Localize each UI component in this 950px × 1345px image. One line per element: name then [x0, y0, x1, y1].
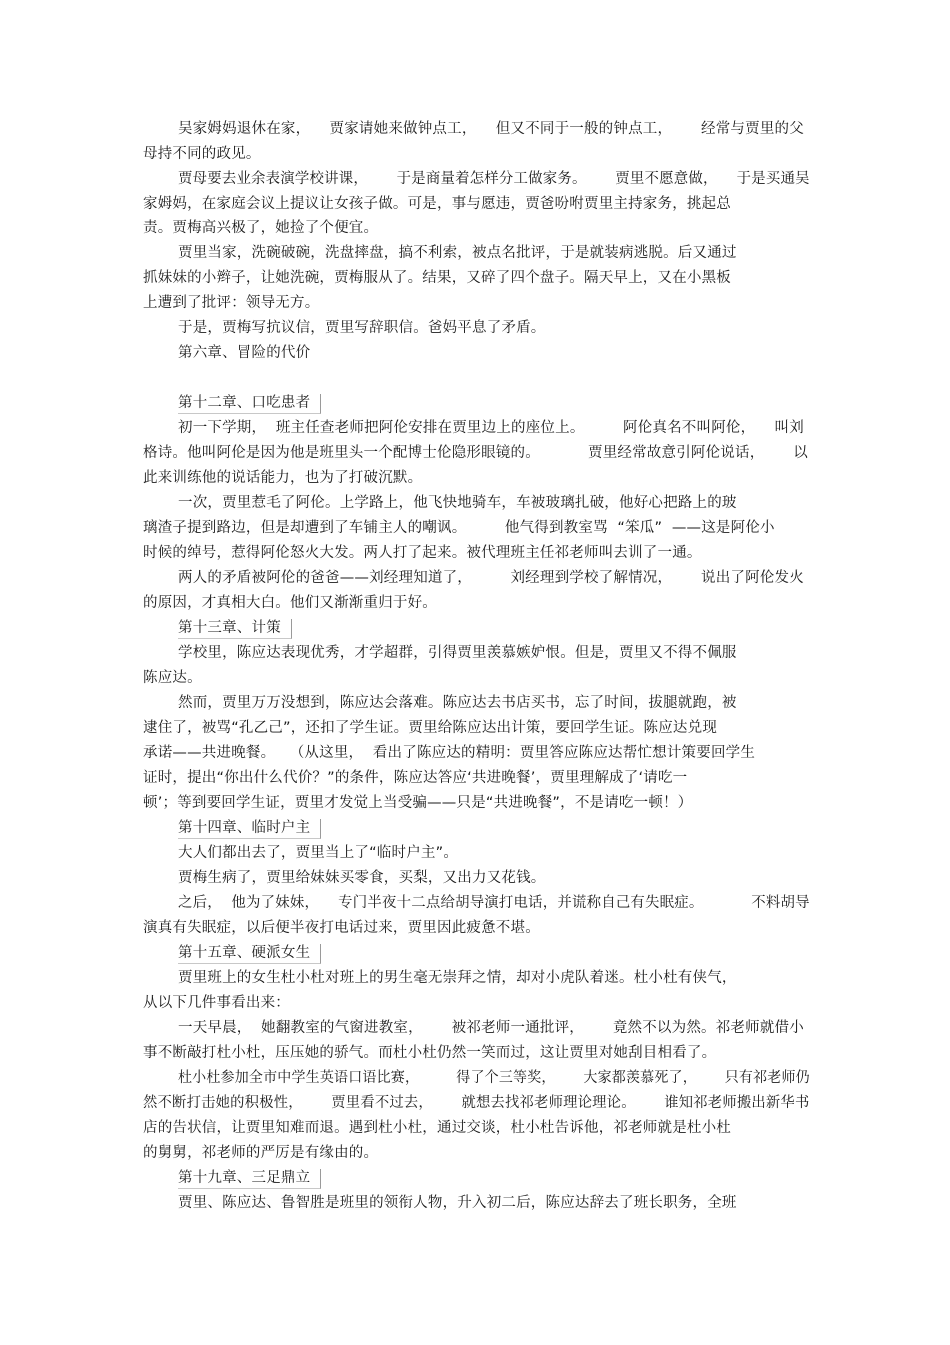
text-line: 一次，贾里惹毛了阿伦。上学路上，他飞快地骑车，车被玻璃扎破，他好心把路上的玻: [178, 495, 737, 511]
text-line: 的原因，才真相大白。他们又渐渐重归于好。: [143, 595, 437, 611]
text-line: 贾里班上的女生杜小杜对班上的男生毫无崇拜之情，却对小虎队着迷。杜小杜有侠气，: [178, 970, 737, 986]
text-line: 贾母要去业余表演学校讲课， 于是商量着怎样分工做家务。 贾里不愿意做， 于是买通吴: [178, 171, 810, 187]
chapter-heading: 第十九章、三足鼎立: [178, 1169, 321, 1189]
text-line: 责。贾梅高兴极了，她捡了个便宜。: [143, 220, 379, 236]
text-line: 然而，贾里万万没想到，陈应达会落难。陈应达去书店买书，忘了时间，拔腿就跑，被: [178, 695, 737, 711]
text-line: 学校里，陈应达表现优秀，才学超群，引得贾里羡慕嫉妒恨。但是，贾里又不得不佩服: [178, 645, 737, 661]
text-line: 之后， 他为了妹妹， 专门半夜十二点给胡导演打电话，并谎称自己有失眠症。 不料胡导: [178, 895, 810, 911]
text-line: 承诺——共进晚餐。 （从这里， 看出了陈应达的精明：贾里答应陈应达帮忙想计策要回学生: [143, 745, 756, 761]
text-line: 于是，贾梅写抗议信，贾里写辞职信。爸妈平息了矛盾。: [178, 320, 546, 336]
text-line: 贾梅生病了，贾里给妹妹买零食，买梨，又出力又花钱。: [178, 870, 546, 886]
text-line: 一天早晨， 她翻教室的气窗进教室， 被祁老师一通批评， 竟然不以为然。祁老师就借小: [178, 1020, 804, 1036]
chapter-heading: 第十四章、临时户主: [178, 819, 321, 839]
text-line: 初一下学期， 班主任查老师把阿伦安排在贾里边上的座位上。 阿伦真名不叫阿伦， 叫刘: [178, 420, 804, 436]
text-line: 家姆妈，在家庭会议上提议让女孩子做。可是，事与愿违，贾爸吩咐贾里主持家务，挑起总: [143, 196, 731, 212]
chapter-heading: 第十三章、计策: [178, 619, 292, 639]
text-line: 上遭到了批评：领导无方。: [143, 295, 320, 311]
text-line: 的舅舅，祁老师的严厉是有缘由的。: [143, 1145, 379, 1161]
chapter-heading: 第六章、冒险的代价: [178, 345, 311, 361]
text-line: 大人们都出去了，贾里当上了“临时户主”。: [178, 845, 459, 861]
text-line: 贾里、陈应达、鲁智胜是班里的领衔人物，升入初二后，陈应达辞去了班长职务，全班: [178, 1195, 737, 1211]
text-line: 贾里当家，洗碗破碗，洗盘摔盘，搞不利索，被点名批评，于是就装病逃脱。后又通过: [178, 245, 737, 261]
chapter-heading: 第十五章、硬派女生: [178, 944, 321, 964]
text-line: 演真有失眠症，以后便半夜打电话过来，贾里因此疲惫不堪。: [143, 920, 540, 936]
text-line: 顿’；等到要回学生证，贾里才发觉上当受骗——只是“共进晚餐”，不是请吃一顿！）: [143, 795, 693, 811]
text-line: 璃渣子提到路边，但是却遭到了车铺主人的嘲讽。 他气得到教室骂 “笨瓜” ——这是阿伦小: [143, 520, 775, 536]
text-line: 陈应达。: [143, 670, 202, 686]
text-line: 母持不同的政见。: [143, 146, 261, 162]
chapter-heading: 第十二章、口吃患者: [178, 394, 321, 414]
text-line: 两人的矛盾被阿伦的爸爸——刘经理知道了， 刘经理到学校了解情况， 说出了阿伦发火: [178, 570, 804, 586]
text-line: 从以下几件事看出来：: [143, 995, 290, 1011]
text-line: 事不断敲打杜小杜，压压她的骄气。而杜小杜仍然一笑而过，这让贾里对她刮目相看了。: [143, 1045, 717, 1061]
text-line: 店的告状信，让贾里知难而退。遇到杜小杜，通过交谈，杜小杜告诉他，祁老师就是杜小杜: [143, 1120, 731, 1136]
text-line: 杜小杜参加全市中学生英语口语比赛， 得了个三等奖， 大家都羡慕死了， 只有祁老师仍: [178, 1070, 810, 1086]
text-line: 抓妹妹的小辫子，让她洗碗，贾梅服从了。结果，又碎了四个盘子。隔天早上，又在小黑板: [143, 270, 731, 286]
text-line: 时候的绰号，惹得阿伦怒火大发。两人打了起来。被代理班主任祁老师叫去训了一通。: [143, 545, 702, 561]
text-line: 逮住了，被骂“孔乙己”，还扣了学生证。贾里给陈应达出计策，要回学生证。陈应达兑现: [143, 720, 718, 736]
text-line: 证时，提出“你出什么代价？”的条件，陈应达答应‘共进晚餐’，贾里理解成了‘请吃一: [143, 770, 688, 786]
text-line: 吴家姆妈退休在家， 贾家请她来做钟点工， 但又不同于一般的钟点工， 经常与贾里的父: [178, 121, 804, 137]
text-line: 然不断打击她的积极性， 贾里看不过去， 就想去找祁老师理论理论。 谁知祁老师搬出新华书: [143, 1095, 810, 1111]
text-line: 格诗。他叫阿伦是因为他是班里头一个配博士伦隐形眼镜的。 贾里经常故意引阿伦说话， 以: [143, 445, 808, 461]
text-line: 此来训练他的说话能力，也为了打破沉默。: [143, 470, 423, 486]
